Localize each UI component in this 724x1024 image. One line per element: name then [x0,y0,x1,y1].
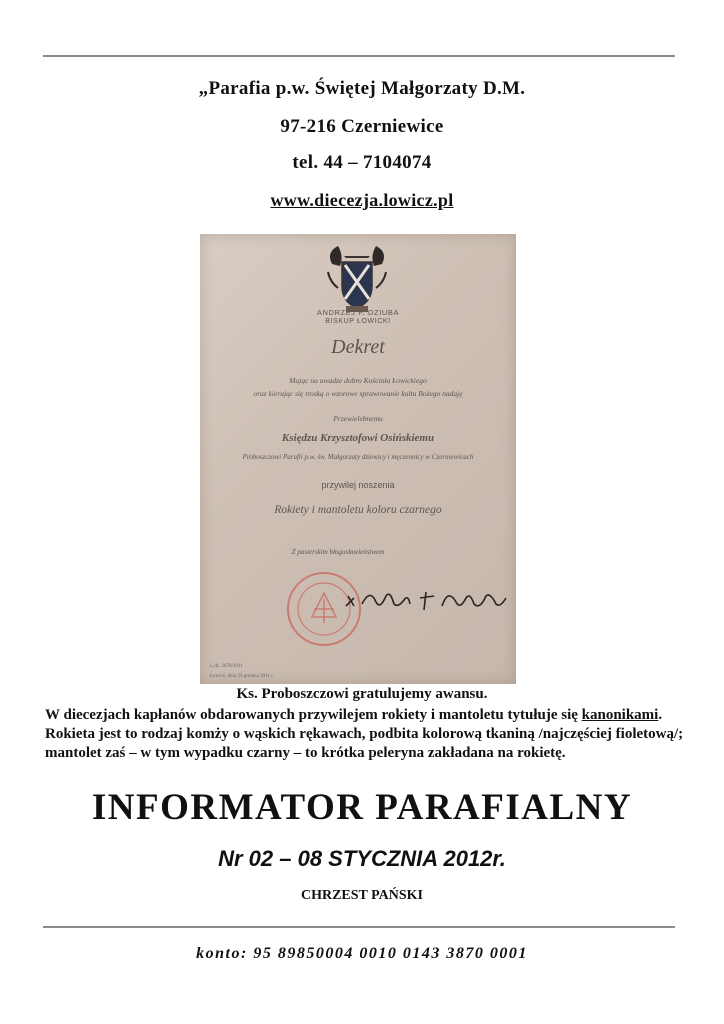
decree-title: Dekret [331,336,385,358]
parish-name: „Parafia p.w. Świętej Małgorzaty D.M. [198,78,526,99]
parish-address: 97-216 Czerniewice [280,116,444,137]
explanation-paragraph [45,706,685,763]
bank-account: konto: 95 89850004 0010 0143 3870 0001 [196,945,528,962]
decree-privilege: Rokiety i mantoletu koloru czarnego [274,504,442,516]
decree-line: oraz kierując się troską o wzorowe sprawowanie kultu Bożego nadaję [253,389,463,398]
paragraph-text: . Rokieta jest to rodzaj komży o wąskich rękawach, podbita kolorową tkaniną /najczęściej fioletową/; mantolet zaś – w tym wypadku czarny – to krótka peleryna zakładana na rokietę. [45,707,684,761]
photo-caption: Ks. Proboszczowi gratulujemy awansu. [236,686,488,702]
decree-line: Przewielebnemu [333,414,383,423]
decree-blessing: Z pasterskim błogosławieństwem [291,548,385,556]
decree-line: Proboszczowi Parafii p.w. św. Małgorzaty dziewicy i męczennicy w Czerniewicach [242,453,474,461]
bottom-divider [43,926,675,928]
decree-line: przywilej noszenia [321,480,395,490]
newsletter-title: INFORMATOR PARAFIALNY [91,787,633,828]
decree-line: Mając na uwadze dobro Kościoła Łowickiego [289,376,427,385]
decree-reference-date: Łowicz, dnia 23 grudnia 2011 r. [210,674,274,679]
decree-reference-number: L.dz. 2878/2011 [210,664,243,669]
paragraph-text: W diecezjach kapłanów obdarowanych przywilejem rokiety i mantoletu tytułuje się [45,707,582,723]
signature-icon [340,582,516,616]
top-divider [43,55,675,57]
coat-of-arms-icon [324,242,390,314]
paragraph-underlined-term: kanonikami [581,707,659,723]
decree-photo [200,234,516,684]
issue-number-date: Nr 02 – 08 STYCZNIA 2012r. [218,846,506,871]
liturgical-day: CHRZEST PAŃSKI [300,888,423,903]
decree-issuer-name: ANDRZEJ F. DZIUBA [316,308,400,317]
decree-issuer-title: BISKUP ŁOWICKI [325,318,391,325]
parish-website-link[interactable]: www.diecezja.lowicz.pl [270,190,454,210]
parish-phone: tel. 44 – 7104074 [292,152,432,173]
decree-recipient: Księdzu Krzysztofowi Osińskiemu [281,432,435,444]
